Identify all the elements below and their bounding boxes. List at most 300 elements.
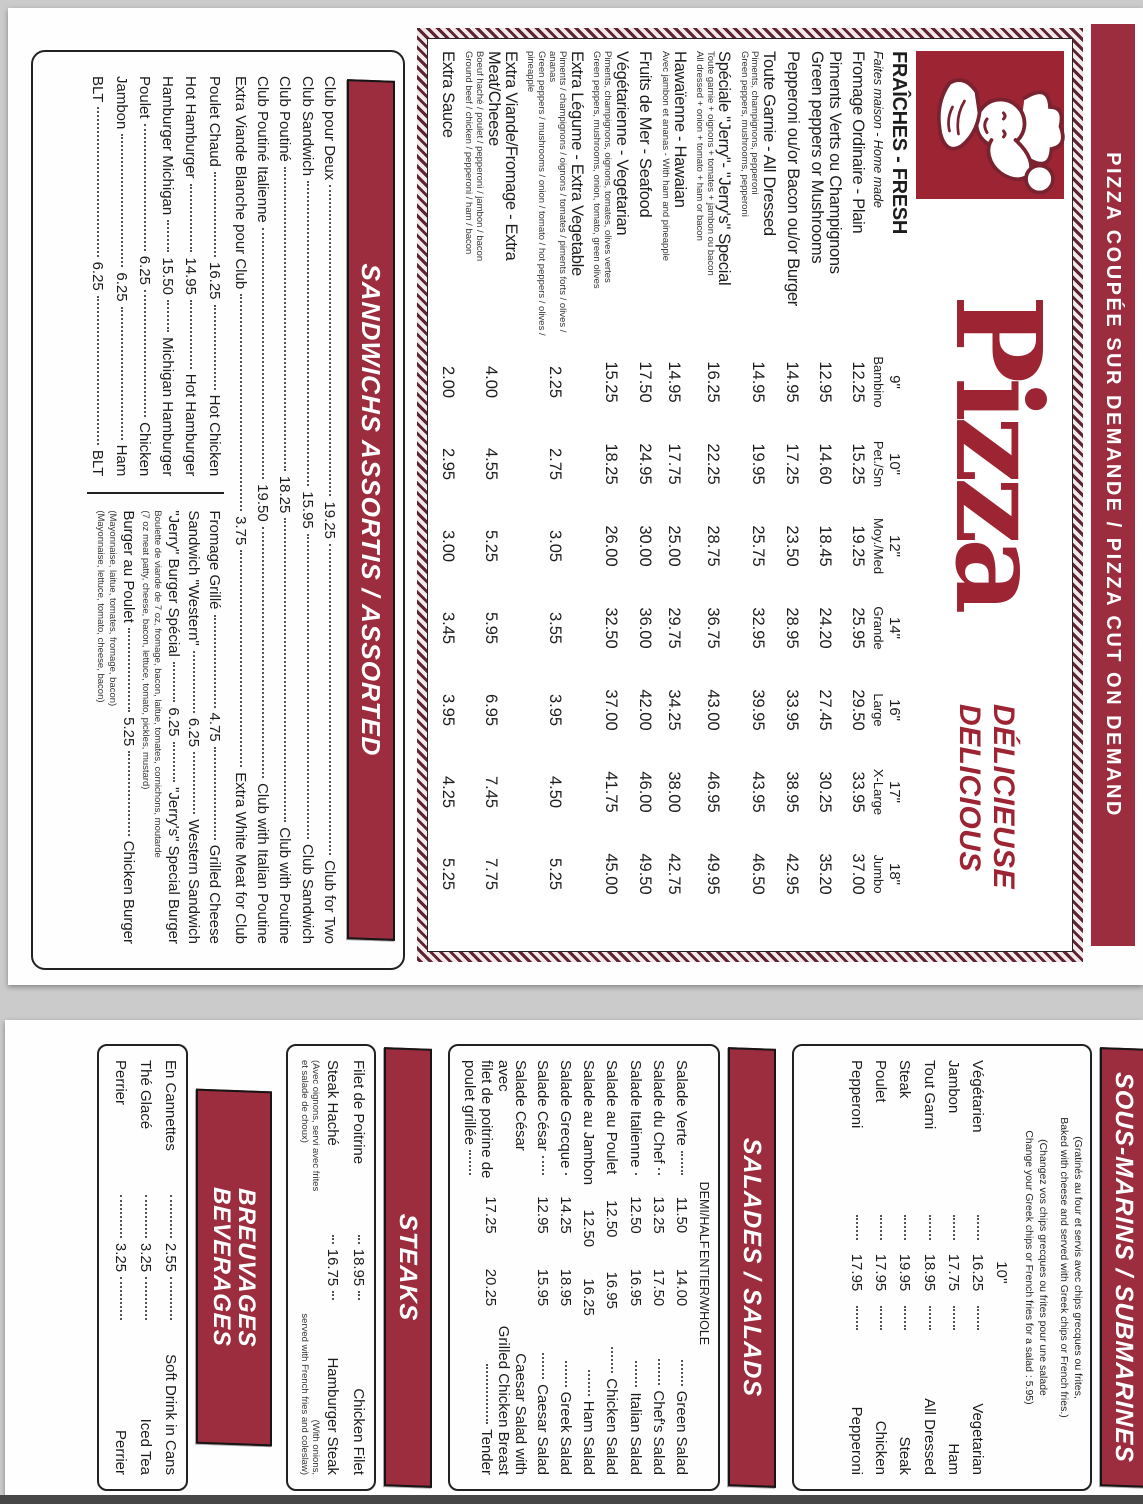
price-whole: 16.95 xyxy=(603,1271,621,1309)
item-name-fr: Salade Italienne xyxy=(626,1060,644,1168)
submarines-box xyxy=(792,1044,1092,1491)
price-half: 12.50 xyxy=(626,1196,644,1234)
item-desc-en: Ground beef / chicken / pepperoni / ham / bacon xyxy=(463,51,475,255)
size-inches: 10" xyxy=(886,452,903,475)
item-price: 17.95 xyxy=(847,1253,865,1292)
size-name: Moy./Med xyxy=(871,517,886,575)
size-name: Grande xyxy=(871,606,886,650)
burger-note-fr2: (7 oz meat patty, cheese, bacon, lettuce, tomato, pickles, mustard) xyxy=(140,510,152,790)
sandwich-row xyxy=(183,510,203,944)
item-name-fr: Hamburger Michigan xyxy=(159,76,177,216)
price-14in: 36.75 xyxy=(704,607,723,649)
sandwich-row xyxy=(157,76,177,476)
item-name: Extra Légume - Extra Vegetable xyxy=(568,51,587,276)
price-12in: 26.00 xyxy=(601,525,620,567)
price-18in: 5.25 xyxy=(439,857,458,891)
item-price: 6.25 xyxy=(89,261,107,291)
steak-note-fr: (Avec oignons, servi avec frites xyxy=(309,1060,321,1192)
size-column-header xyxy=(871,505,903,587)
item-name-fr: Poulet xyxy=(872,1060,890,1103)
item-name-en: "Jerry's" Special Burger xyxy=(165,787,183,944)
price-whole: 20.25 xyxy=(482,1268,500,1307)
price-14in: 24.20 xyxy=(816,607,835,649)
item-desc-fr: Piments / champignons / oignons / tomates / piments forts / olives / ananas xyxy=(546,51,569,333)
tagline-fr: DÉLICIEUSE xyxy=(987,704,1020,890)
item-name-fr: Poulet Chaud xyxy=(205,76,223,167)
price-17in: 30.25 xyxy=(816,771,835,813)
whole-column-header: ENTIER/WHOLE xyxy=(697,1250,711,1346)
price-12in: 30.00 xyxy=(636,525,655,567)
price-10in: 18.25 xyxy=(601,443,620,485)
item-price: 6.25 xyxy=(185,717,203,748)
price-half: 12.95 xyxy=(533,1196,551,1234)
price-12in: 25.00 xyxy=(665,525,684,567)
size-name: Bambino xyxy=(871,356,886,408)
steak-row xyxy=(348,1060,368,1475)
scan-edge-strip xyxy=(0,1495,1143,1504)
item-price: 19.25 xyxy=(321,501,338,539)
price-10in: 17.25 xyxy=(783,443,802,485)
price-16in: 39.95 xyxy=(748,689,767,731)
price-14in: 5.95 xyxy=(482,611,501,645)
sub-row xyxy=(894,1060,914,1475)
item-name-fr: BLT xyxy=(89,76,107,103)
price-whole: 14.00 xyxy=(673,1268,691,1307)
menu-page-top xyxy=(8,8,1143,985)
steaks-banner: STEAKS xyxy=(384,1047,432,1488)
price-18in: 5.25 xyxy=(546,857,565,891)
price-half: 12.50 xyxy=(603,1199,621,1238)
pizza-item-row xyxy=(693,51,732,939)
price-9in: 12.95 xyxy=(816,361,835,403)
item-price: 18.95 xyxy=(350,1248,368,1287)
price-10in: 2.95 xyxy=(439,447,458,481)
item-desc-fr: Boeuf haché / poulet / pepperoni / jambon / bacon xyxy=(473,51,485,262)
item-name-fr2: filet de poitrine de xyxy=(477,1060,495,1179)
item-name-fr: Steak xyxy=(896,1060,914,1099)
price-18in: 49.50 xyxy=(636,853,655,895)
price-half: 17.25 xyxy=(482,1196,500,1234)
item-price: 5.25 xyxy=(120,717,138,747)
price-17in: 38.95 xyxy=(783,771,802,813)
beverages-banner-fr: BREUVAGES xyxy=(233,1187,261,1349)
item-price: 4.75 xyxy=(205,712,223,742)
price-17in: 46.00 xyxy=(636,771,655,813)
sandwich-row xyxy=(204,510,224,944)
item-name-en: Club for Two xyxy=(321,860,338,944)
item-name-en: Pepperoni xyxy=(847,1406,865,1475)
price-9in: 14.95 xyxy=(665,361,684,403)
item-name-en: Chicken Salad xyxy=(603,1378,621,1475)
price-12in: 3.05 xyxy=(546,529,565,563)
item-price: 19.95 xyxy=(896,1253,914,1292)
pizza-item-row xyxy=(525,51,585,939)
price-17in: 4.50 xyxy=(546,775,565,809)
item-name: Fromage Ordinaire - Plain xyxy=(849,51,868,234)
item-price: 2.55 xyxy=(162,1242,180,1273)
item-price: 18.95 xyxy=(920,1253,938,1292)
item-name-en: Chicken xyxy=(872,1420,890,1475)
menu-page-bottom xyxy=(5,1020,1143,1495)
item-name-fr: Steak Haché xyxy=(324,1060,342,1146)
item-name-fr3: poulet grillée xyxy=(460,1060,478,1146)
steak-row xyxy=(322,1060,342,1475)
item-price: 16.25 xyxy=(205,261,223,300)
item-name: Fruits de Mer - Seafood xyxy=(636,51,655,218)
item-name-en: Soft Drink in Cans xyxy=(162,1354,180,1476)
pizza-item-row xyxy=(635,51,654,939)
price-18in: 42.75 xyxy=(665,853,684,895)
price-16in: 37.00 xyxy=(601,689,620,731)
price-12in: 23.50 xyxy=(783,525,802,567)
item-name-en: All Dressed xyxy=(920,1398,938,1475)
item-name-fr: Salade Verte xyxy=(673,1060,691,1146)
price-12in: 5.25 xyxy=(482,529,501,563)
price-half: 11.50 xyxy=(673,1196,691,1234)
item-name-fr: Pepperoni xyxy=(847,1060,865,1129)
item-name-fr: Filet de Poitrine xyxy=(350,1060,368,1165)
item-name-en: Perrier xyxy=(111,1430,129,1476)
price-10in: 17.75 xyxy=(665,443,684,485)
fresh-subheader: Faites maison - Home made xyxy=(871,51,885,209)
pizza-panel xyxy=(417,28,1083,962)
pizza-item-row xyxy=(438,51,457,939)
price-17in: 33.95 xyxy=(849,771,867,813)
price-whole: 16.25 xyxy=(580,1278,598,1316)
item-name: Extra Sauce xyxy=(439,51,458,138)
item-name-fr: Salade Grecque xyxy=(556,1060,574,1169)
beverages-banner xyxy=(196,1089,272,1447)
size-name: Jumbo xyxy=(871,854,886,894)
sub-row xyxy=(943,1060,963,1475)
size-inches: 17" xyxy=(886,780,903,803)
price-9in: 4.00 xyxy=(482,365,501,399)
item-desc-en: Green peppers, mushrooms, pepperoni xyxy=(738,51,750,217)
sub-row xyxy=(918,1060,938,1475)
price-18in: 46.50 xyxy=(748,853,767,895)
item-name-fr: Salade César xyxy=(533,1060,551,1151)
item-price: 6.25 xyxy=(112,272,130,302)
item-desc-fr: Piments, champignons, pepperoni xyxy=(749,51,761,195)
item-name: Piments Verts ou Champignons xyxy=(825,51,844,274)
item-price: 3.25 xyxy=(136,1242,154,1273)
price-9in: 17.50 xyxy=(636,361,655,403)
salads-column-headers xyxy=(695,1060,712,1475)
price-14in: 32.50 xyxy=(601,607,620,649)
price-9in: 16.25 xyxy=(704,361,723,403)
item-name-en: Ham Salad xyxy=(580,1400,598,1475)
size-name: Pet./Sm xyxy=(871,440,886,488)
sandwich-row xyxy=(118,510,138,944)
chef-illustration xyxy=(916,51,1064,199)
submarines-banner: SOUS-MARINS / SUBMARINES xyxy=(1100,1047,1143,1488)
price-9in: 14.95 xyxy=(748,361,767,403)
item-price: 16.75 xyxy=(324,1248,342,1287)
item-name-fr: Club Poutiné xyxy=(276,76,294,162)
mayo-note-en: (Mayonnaise, lettuce, tomato, cheese, bacon) xyxy=(94,510,106,703)
price-9in: 14.95 xyxy=(783,361,802,403)
subs-note2-en: Change your Greek chips or French fries for a salad : 5.95) xyxy=(1023,1130,1036,1405)
sandwich-row xyxy=(134,76,154,476)
steaks-box xyxy=(286,1044,376,1491)
sandwich-club-row xyxy=(274,76,294,944)
item-name-fr: Perrier xyxy=(111,1060,129,1106)
size-name: Large xyxy=(871,693,886,727)
sandwich-row xyxy=(204,76,224,476)
pizza-item-row xyxy=(660,51,688,939)
item-price: 17.75 xyxy=(944,1253,962,1292)
size-column-header xyxy=(871,669,903,751)
pizza-item-row xyxy=(591,51,630,939)
pizza-size-header-row xyxy=(867,51,912,939)
price-9in: 2.25 xyxy=(546,365,565,399)
item-name-fr: En Cannettes xyxy=(162,1060,180,1151)
pizza-item-row xyxy=(848,51,867,939)
price-16in: 6.95 xyxy=(482,693,501,727)
price-12in: 19.25 xyxy=(849,525,867,567)
pizza-cut-on-demand-banner: PIZZA COUPÉE SUR DEMANDE / PIZZA CUT ON DEMAND xyxy=(1091,24,1135,946)
item-price: 3.75 xyxy=(232,516,249,546)
price-16in: 29.50 xyxy=(849,689,867,731)
price-18in: 49.95 xyxy=(704,853,723,895)
size-column-header xyxy=(871,587,903,669)
item-name-en: Hamburger Steak xyxy=(324,1357,342,1476)
item-name-fr: Club Sandwich xyxy=(298,76,316,177)
price-10in: 15.25 xyxy=(849,443,867,485)
item-name-fr: Salade César avec xyxy=(495,1060,530,1151)
half-column-header: DEMI/HALF xyxy=(697,1181,711,1249)
item-name-en: Michigan Hamburger xyxy=(159,337,177,477)
price-14in: 32.95 xyxy=(748,607,767,649)
price-17in: 38.00 xyxy=(665,771,684,813)
item-name-en: Italian Salad xyxy=(626,1392,644,1475)
item-name-en: Chef's Salad xyxy=(649,1390,667,1475)
item-name-en: Steak xyxy=(896,1436,914,1475)
price-18in: 7.75 xyxy=(482,857,501,891)
item-desc-fr: Piments, champignons, oignons, tomates, olives vertes xyxy=(601,51,613,283)
item-name-fr: Salade au Jambon xyxy=(580,1060,598,1186)
price-17in: 7.45 xyxy=(482,775,501,809)
item-name-en: Club with Italian Poutine xyxy=(254,783,272,945)
item-name-en: Caesar Salad with xyxy=(512,1353,530,1475)
tagline-en: DELICIOUS xyxy=(953,704,987,872)
price-14in: 36.00 xyxy=(636,607,655,649)
salad-row xyxy=(531,1060,551,1475)
item-name-en: Extra White Meat for Club xyxy=(232,772,249,945)
size-column-header xyxy=(871,341,903,423)
price-12in: 25.75 xyxy=(748,525,767,567)
price-16in: 43.00 xyxy=(704,689,723,731)
item-name-en: Greek Salad xyxy=(556,1391,574,1475)
size-inches: 9" xyxy=(886,375,903,389)
price-16in: 33.95 xyxy=(783,689,802,731)
item-name-en2: Grilled Chicken Breast xyxy=(495,1325,513,1475)
item-name-fr: Extra Viande Blanche pour Club xyxy=(232,76,249,290)
size-inches: 16" xyxy=(886,698,903,721)
salad-row xyxy=(624,1060,644,1475)
price-16in: 42.00 xyxy=(636,689,655,731)
price-17in: 46.95 xyxy=(704,771,723,813)
item-name-en3: Tender xyxy=(477,1429,495,1475)
item-price: 6.25 xyxy=(165,707,183,737)
price-16in: 27.45 xyxy=(816,689,835,731)
salad-row xyxy=(671,1060,691,1475)
item-name-en: Chicken Burger xyxy=(120,840,138,945)
item-price: 6.25 xyxy=(136,255,153,285)
mayo-note-fr: (Mayonnaise, laitue, tomates, fromage, bacon) xyxy=(106,510,118,707)
salad-row xyxy=(578,1060,598,1475)
item-name-en: Hot Hamburger xyxy=(182,373,200,477)
price-whole: 15.95 xyxy=(533,1268,551,1307)
price-18in: 42.95 xyxy=(783,853,802,895)
item-price: 15.95 xyxy=(298,491,316,529)
sandwich-club-row xyxy=(319,76,339,944)
item-price: 16.25 xyxy=(969,1253,987,1292)
pizza-item-row xyxy=(462,51,519,939)
price-12in: 28.75 xyxy=(704,525,723,567)
sandwich-row xyxy=(163,510,183,944)
item-name-fr: Jambon xyxy=(944,1060,962,1114)
salad-row xyxy=(601,1060,621,1475)
size-column-header xyxy=(871,833,903,915)
sub-row xyxy=(870,1060,890,1475)
item-desc-fr: Avec jambon et ananas - With ham and pineapple xyxy=(660,51,672,262)
item-price: 3.25 xyxy=(111,1242,129,1273)
price-16in: 3.95 xyxy=(439,693,458,727)
item-name-fr: Sandwich "Western" xyxy=(185,510,203,646)
steak-note-en: (With onions, xyxy=(309,1419,321,1475)
price-9in: 2.00 xyxy=(439,365,458,399)
sandwich-club-row xyxy=(230,76,250,944)
salad-row xyxy=(648,1060,668,1475)
burger-note-fr: Boulette de viande de 7 oz, fromage, bacon, laitue, tomates, cornichons, moutarde xyxy=(152,510,163,858)
steak-note-fr2: et salade de choux) xyxy=(298,1060,310,1143)
size-inches: 18" xyxy=(886,862,903,885)
fresh-header: FRAÎCHES - FRESH xyxy=(888,51,910,234)
item-name-fr: Thé Glacé xyxy=(136,1060,154,1130)
price-14in: 3.55 xyxy=(546,611,565,645)
price-half: 13.25 xyxy=(649,1196,667,1234)
price-16in: 3.95 xyxy=(546,693,565,727)
subs-size-header: 10'' xyxy=(993,1261,1011,1284)
item-name-en: Club with Poutine xyxy=(276,827,294,944)
item-name-en: Green peppers or Mushrooms xyxy=(807,51,826,264)
price-17in: 43.95 xyxy=(748,771,767,813)
item-name: Toute Garnie - All Dressed xyxy=(760,51,779,236)
price-9in: 15.25 xyxy=(601,361,620,403)
item-name-en: Chicken Filet xyxy=(350,1388,368,1476)
price-18in: 35.20 xyxy=(816,853,835,895)
item-desc-fr: Toute garnie + oignons + tomates + jambon ou bacon xyxy=(704,51,716,276)
item-name-en: BLT xyxy=(89,449,107,477)
beverages-box xyxy=(97,1044,188,1491)
price-9in: 12.25 xyxy=(849,361,867,403)
item-name-fr: "Jerry" Burger Spécial xyxy=(165,510,183,657)
item-name-en: Green Salad xyxy=(673,1390,691,1475)
pizza-item-row xyxy=(782,51,801,939)
steak-note-en2: served with French fries and coleslaw) xyxy=(298,1313,310,1475)
item-name-en: Caesar Salad xyxy=(533,1384,551,1475)
sandwich-panel xyxy=(31,50,405,970)
item-name-en: Iced Tea xyxy=(136,1418,154,1476)
salads-banner: SALADES / SALADS xyxy=(728,1047,776,1488)
price-12in: 18.45 xyxy=(816,525,835,567)
salad-row xyxy=(555,1060,575,1475)
item-name-fr: Salade au Poulet xyxy=(603,1060,621,1175)
item-name: Pepperoni ou/or Bacon ou/or Burger xyxy=(783,51,802,306)
item-name-fr: Hot Hamburger xyxy=(182,76,200,179)
item-name: Extra Viande/Fromage - Extra Meat/Cheese xyxy=(484,51,521,261)
sub-row xyxy=(967,1060,987,1475)
size-inches: 12" xyxy=(886,534,903,557)
sub-row xyxy=(846,1060,866,1475)
price-10in: 24.95 xyxy=(636,443,655,485)
price-10in: 4.55 xyxy=(482,447,501,481)
item-name-fr: Club pour Deux xyxy=(321,76,338,181)
price-10in: 22.25 xyxy=(704,443,723,485)
caesar-chicken-row xyxy=(460,1060,529,1475)
item-desc-en: Green peppers, mushrooms, onion, tomato, green olives xyxy=(591,51,603,289)
item-name-fr: Tout Garni xyxy=(920,1060,938,1130)
item-name: Hawaïenne - Hawaian xyxy=(670,51,689,208)
beverage-row xyxy=(109,1060,129,1475)
subs-note1-en: Baked with cheese and served with Greek chips or French fries.) xyxy=(1058,1117,1071,1418)
item-name-fr: Poulet xyxy=(136,76,153,119)
price-10in: 2.75 xyxy=(546,447,565,481)
item-name: Spéciale "Jerry"- "Jerry's" Special xyxy=(715,51,734,286)
price-14in: 28.95 xyxy=(783,607,802,649)
sandwich-row xyxy=(111,76,131,476)
item-name-fr: Végétarien xyxy=(969,1060,987,1133)
price-14in: 3.45 xyxy=(439,611,458,645)
item-name-en: Club Sandwich xyxy=(298,843,316,945)
item-name-fr: Club Poutiné Italienne xyxy=(254,76,272,223)
beverage-row xyxy=(135,1060,155,1475)
price-12in: 3.00 xyxy=(439,529,458,563)
pizza-logo: Pizza xyxy=(929,294,1068,609)
sandwich-club-row xyxy=(297,76,317,944)
price-18in: 37.00 xyxy=(849,853,867,895)
item-name-en: Hot Chicken xyxy=(205,394,223,477)
sandwich-row xyxy=(87,76,107,476)
sandwich-club-row xyxy=(252,76,272,944)
item-price: 18.25 xyxy=(276,475,294,514)
item-name-en: Ham xyxy=(944,1443,962,1475)
size-inches: 14" xyxy=(886,616,903,639)
price-whole: 18.95 xyxy=(556,1268,574,1307)
price-17in: 4.25 xyxy=(439,775,458,809)
price-14in: 29.75 xyxy=(665,607,684,649)
price-10in: 19.95 xyxy=(748,443,767,485)
price-half: 12.50 xyxy=(580,1209,598,1248)
item-name-en: Ham xyxy=(112,444,130,477)
beverage-row xyxy=(160,1060,180,1475)
item-name-fr: Burger au Poulet xyxy=(120,510,138,623)
subs-note2-fr: (Changez vos chips grecques ou frites pour une salade xyxy=(1036,1139,1049,1396)
item-price: 14.95 xyxy=(182,257,200,295)
beverages-banner-en: BEVERAGES xyxy=(208,1186,236,1348)
pizza-item-row xyxy=(738,51,777,939)
item-price: 17.95 xyxy=(872,1253,890,1292)
pizza-item-row xyxy=(807,51,843,939)
item-name-en: Western Sandwich xyxy=(185,819,203,944)
item-name-en: Chicken xyxy=(136,422,153,477)
item-desc-en: All dressed + onion + tomato + ham or bacon xyxy=(694,51,706,241)
item-price: 15.50 xyxy=(159,257,177,295)
item-name: Végétarienne - Vegetarian xyxy=(612,51,631,236)
sandwich-row xyxy=(180,76,200,476)
price-whole: 16.95 xyxy=(626,1268,644,1307)
